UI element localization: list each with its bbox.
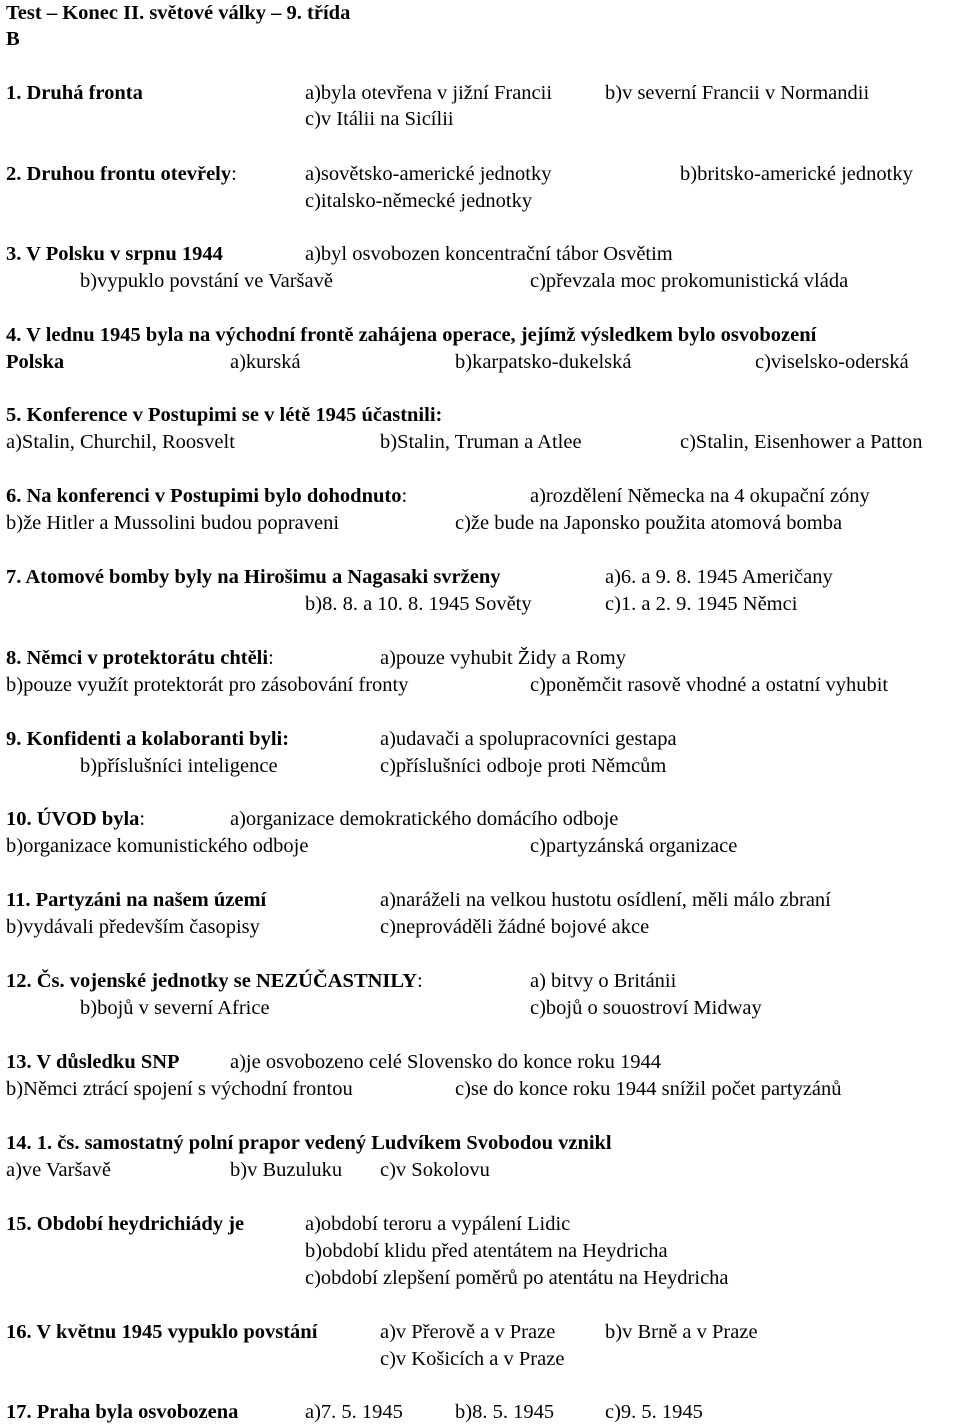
answer-9a: a)udavači a spolupracovníci gestapa <box>380 728 677 750</box>
answer-3a: a)byl osvobozen koncentrační tábor Osvětim <box>305 243 673 265</box>
question-10-line <box>6 806 145 832</box>
answer-6a: a)rozdělení Německa na 4 okupační zóny <box>530 485 870 507</box>
question-10: 10. ÚVOD byla <box>6 808 140 830</box>
answer-14a: a)ve Varšavě <box>6 1159 111 1181</box>
answer-15c: c)období zlepšení poměrů po atentátu na Heydricha <box>305 1267 729 1289</box>
question-3: 3. V Polsku v srpnu 1944 <box>6 243 223 265</box>
answer-11b: b)vydávali především časopisy <box>6 916 260 938</box>
answer-6b: b)že Hitler a Mussolini budou popraveni <box>6 512 340 534</box>
answer-5c: c)Stalin, Eisenhower a Patton <box>680 431 923 453</box>
question-17: 17. Praha byla osvobozena <box>6 1401 239 1423</box>
answer-7c: c)1. a 2. 9. 1945 Němci <box>605 593 798 615</box>
answer-8a: a)pouze vyhubit Židy a Romy <box>380 647 626 669</box>
answer-1a: a)byla otevřena v jižní Francii <box>305 82 553 104</box>
answer-14c: c)v Sokolovu <box>380 1159 490 1181</box>
answer-16c: c)v Košicích a v Praze <box>380 1348 565 1370</box>
answer-2c: c)italsko-německé jednotky <box>305 190 533 212</box>
answer-3b: b)vypuklo povstání ve Varšavě <box>80 270 333 292</box>
question-16: 16. V květnu 1945 vypuklo povstání <box>6 1321 318 1343</box>
question-6-line <box>6 483 407 509</box>
question-2: 2. Druhou frontu otevřely <box>6 163 232 185</box>
answer-17c: c)9. 5. 1945 <box>605 1401 703 1423</box>
answer-10a: a)organizace demokratického domácího odboje <box>230 808 619 830</box>
answer-13b: b)Němci ztrácí spojení s východní frontou <box>6 1078 353 1100</box>
answer-13c: c)se do konce roku 1944 snížil počet partyzánů <box>455 1078 842 1100</box>
answer-12a: a) bitvy o Británii <box>530 970 677 992</box>
answer-11a: a)naráželi na velkou hustotu osídlení, měli málo zbraní <box>380 889 831 911</box>
answer-17a: a)7. 5. 1945 <box>305 1401 403 1423</box>
answer-10b: b)organizace komunistického odboje <box>6 835 309 857</box>
answer-1b: b)v severní Francii v Normandii <box>605 82 870 104</box>
answer-5a: a)Stalin, Churchil, Roosvelt <box>6 431 235 453</box>
question-9: 9. Konfidenti a kolaboranti byli: <box>6 728 290 750</box>
question-11: 11. Partyzáni na našem území <box>6 889 267 911</box>
question-12-colon: : <box>417 970 423 992</box>
test-title: Test – Konec II. světové války – 9. třída <box>6 2 351 24</box>
test-variant: B <box>6 28 20 50</box>
answer-15a: a)období teroru a vypálení Lidic <box>305 1213 571 1235</box>
answer-8c: c)poněmčit rasově vhodné a ostatní vyhubit <box>530 674 889 696</box>
answer-2b: b)britsko-americké jednotky <box>680 163 913 185</box>
answer-1c: c)v Itálii na Sicílii <box>305 108 454 130</box>
answer-12b: b)bojů v severní Africe <box>80 997 270 1019</box>
answer-4b: b)karpatsko-dukelská <box>455 351 632 373</box>
question-8-colon: : <box>268 647 274 669</box>
question-12-line <box>6 968 423 994</box>
question-6: 6. Na konferenci v Postupimi bylo dohodnuto <box>6 485 402 507</box>
answer-15b: b)období klidu před atentátem na Heydricha <box>305 1240 668 1262</box>
answer-9b: b)příslušníci inteligence <box>80 755 278 777</box>
question-4: 4. V lednu 1945 byla na východní frontě zahájena operace, jejímž výsledkem bylo osvobození <box>6 324 817 346</box>
answer-6c: c)že bude na Japonsko použita atomová bomba <box>455 512 843 534</box>
question-2-colon: : <box>231 163 237 185</box>
answer-14b: b)v Buzuluku <box>230 1159 343 1181</box>
question-12: 12. Čs. vojenské jednotky se NEZÚČASTNILY <box>6 970 418 992</box>
answer-4c: c)viselsko-oderská <box>755 351 909 373</box>
answer-11c: c)neprováděli žádné bojové akce <box>380 916 650 938</box>
answer-16b: b)v Brně a v Praze <box>605 1321 758 1343</box>
question-8-line <box>6 645 274 671</box>
question-6-colon: : <box>401 485 408 507</box>
question-1: 1. Druhá fronta <box>6 82 143 104</box>
answer-5b: b)Stalin, Truman a Atlee <box>380 431 582 453</box>
question-14: 14. 1. čs. samostatný polní prapor vedený Ludvíkem Svobodou vznikl <box>6 1132 612 1154</box>
question-2-line <box>6 161 237 187</box>
question-5: 5. Konference v Postupimi se v létě 1945 účastnili: <box>6 404 443 426</box>
answer-7a: a)6. a 9. 8. 1945 Američany <box>605 566 833 588</box>
question-8: 8. Němci v protektorátu chtěli <box>6 647 269 669</box>
question-4-cont: Polska <box>6 351 65 373</box>
answer-17b: b)8. 5. 1945 <box>455 1401 555 1423</box>
answer-3c: c)převzala moc prokomunistická vláda <box>530 270 849 292</box>
answer-7b: b)8. 8. a 10. 8. 1945 Sověty <box>305 593 532 615</box>
answer-13a: a)je osvobozeno celé Slovensko do konce roku 1944 <box>230 1051 661 1073</box>
answer-2a: a)sovětsko-americké jednotky <box>305 163 552 185</box>
answer-10c: c)partyzánská organizace <box>530 835 738 857</box>
answer-16a: a)v Přerově a v Praze <box>380 1321 556 1343</box>
answer-8b: b)pouze využít protektorát pro zásobování fronty <box>6 674 409 696</box>
question-13: 13. V důsledku SNP <box>6 1051 180 1073</box>
question-7: 7. Atomové bomby byly na Hirošimu a Nagasaki svrženy <box>6 566 501 588</box>
answer-4a: a)kurská <box>230 351 301 373</box>
answer-12c: c)bojů o souostroví Midway <box>530 997 762 1019</box>
answer-9c: c)příslušníci odboje proti Němcům <box>380 755 667 777</box>
question-10-colon: : <box>139 808 146 830</box>
question-15: 15. Období heydrichiády je <box>6 1213 245 1235</box>
